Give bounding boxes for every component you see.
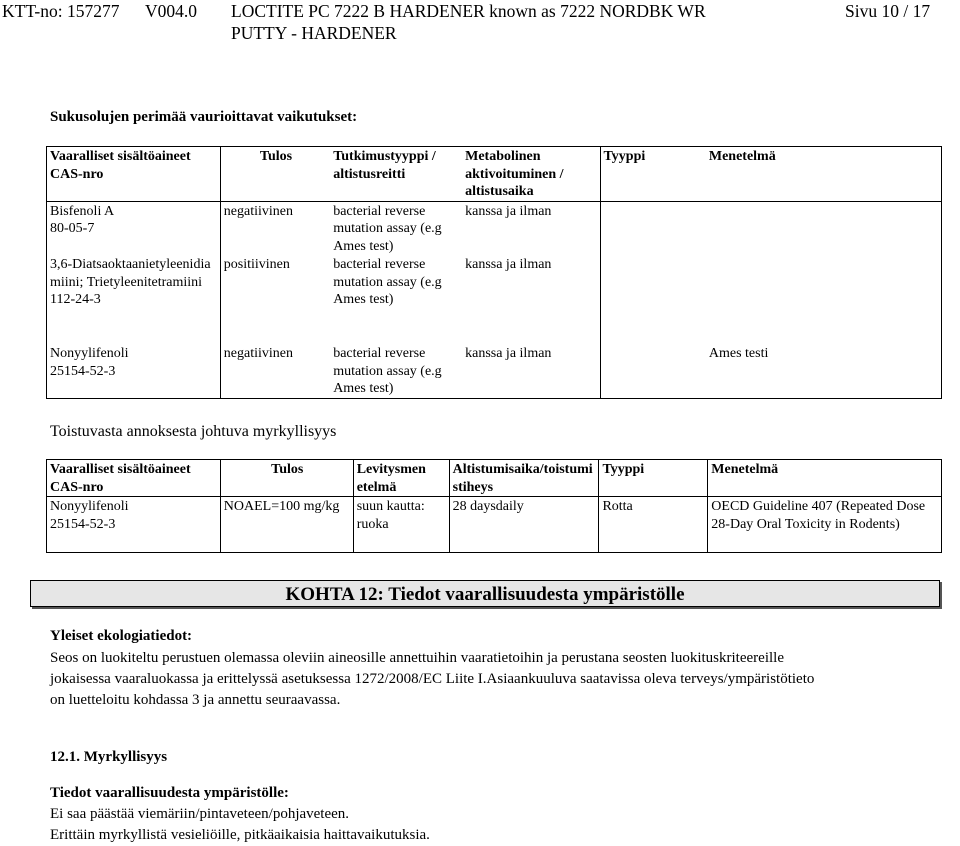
ktt-number: KTT-no: 157277 bbox=[2, 1, 120, 21]
page-number: Sivu 10 / 17 bbox=[845, 1, 931, 21]
cell-substance bbox=[47, 497, 221, 553]
substance-name: Nonyylifenoli bbox=[50, 499, 129, 514]
cas-number: 80-05-7 bbox=[50, 221, 95, 236]
col-header-result: Tulos bbox=[220, 147, 330, 202]
col-header-study: Tutkimustyyppi / altistusreitti bbox=[330, 147, 462, 202]
table-header-row bbox=[47, 460, 942, 497]
cell-method: OECD Guideline 407 (Repeated Dose 28-Day Oral Toxicity in Rodents) bbox=[711, 499, 926, 532]
cell-metabolic: kanssa ja ilman bbox=[462, 255, 600, 344]
col-header-method: Menetelmä bbox=[706, 147, 942, 202]
col-header-substance bbox=[47, 460, 221, 497]
header-cas: CAS-nro bbox=[50, 166, 104, 182]
genotoxicity-table bbox=[46, 146, 942, 399]
cas-number: 25154-52-3 bbox=[50, 516, 116, 532]
header-cas: CAS-nro bbox=[50, 479, 104, 495]
hazard-text-line: Erittäin myrkyllistä vesieliöille, pitkäaikaisia haittavaikutuksia. bbox=[50, 827, 430, 843]
general-ecology-text bbox=[50, 648, 950, 711]
table-header-row bbox=[47, 147, 942, 202]
repeated-dose-table bbox=[46, 459, 942, 553]
col-header-method: Menetelmä bbox=[708, 460, 942, 497]
hazard-text-line: Ei saa päästää viemäriin/pintaveteen/pohjaveteen. bbox=[50, 806, 350, 822]
table-row bbox=[47, 201, 942, 255]
environment-hazard-title: Tiedot vaarallisuudesta ympäristölle: bbox=[50, 785, 289, 801]
cell-route: suun kautta: ruoka bbox=[353, 497, 449, 553]
cell-result: positiivinen bbox=[223, 257, 290, 272]
substance-name: Nonyylifenoli bbox=[50, 346, 129, 361]
product-name-line2: PUTTY - HARDENER bbox=[231, 23, 397, 43]
col-header-metabolic: Metabolinen aktivoituminen / altistusaika bbox=[462, 147, 600, 202]
general-text-line: Seos on luokiteltu perustuen olemassa oleviin aineosille annettuihin vaaratietoihin ja perustana seosten luokituskriteereille bbox=[50, 650, 784, 666]
general-ecology-title: Yleiset ekologiatiedot: bbox=[50, 628, 193, 644]
cell-result: negatiivinen bbox=[223, 346, 293, 361]
cell-metabolic: kanssa ja ilman bbox=[462, 344, 600, 398]
repeated-dose-title: Toistuvasta annoksesta johtuva myrkyllisyys bbox=[50, 423, 337, 440]
cell-method: Ames testi bbox=[708, 346, 769, 361]
cell-substance bbox=[47, 344, 221, 398]
cell-metabolic: kanssa ja ilman bbox=[462, 201, 600, 255]
genotoxicity-title: Sukusolujen perimää vaurioittavat vaikutukset: bbox=[50, 109, 358, 125]
col-header-substance bbox=[47, 147, 221, 202]
general-text-line: on luetteloitu kohdassa 3 ja annettu seuraavassa. bbox=[50, 692, 341, 708]
header-substance: Vaaralliset sisältöaineet bbox=[50, 462, 191, 477]
cell-result: negatiivinen bbox=[223, 203, 293, 219]
col-header-route: Levitysmen etelmä bbox=[353, 460, 449, 497]
col-header-exposure: Altistumisaika/toistumistiheys bbox=[449, 460, 599, 497]
header-substance: Vaaralliset sisältöaineet bbox=[50, 149, 191, 164]
cell-method bbox=[706, 255, 942, 344]
cell-substance bbox=[47, 255, 221, 344]
table-row bbox=[47, 497, 942, 553]
cell-type: Rotta bbox=[599, 497, 708, 553]
section-12-banner: KOHTA 12: Tiedot vaarallisuudesta ympäristölle bbox=[30, 580, 940, 607]
cell-study: bacterial reverse mutation assay (e.g Ames test) bbox=[333, 346, 442, 396]
substance-name: 3,6-Diatsaoktaanietyleenidiamiini; Trietyleenitetramiini bbox=[50, 257, 211, 290]
col-header-type: Tyyppi bbox=[599, 460, 708, 497]
col-header-type: Tyyppi bbox=[600, 147, 706, 202]
table-row bbox=[47, 255, 942, 344]
environment-hazard-text bbox=[50, 804, 950, 846]
substance-name: Bisfenoli A bbox=[50, 203, 115, 219]
toxicity-subsection-title: 12.1. Myrkyllisyys bbox=[50, 749, 168, 765]
cell-type bbox=[600, 255, 706, 344]
cell-substance bbox=[47, 201, 221, 255]
col-header-result: Tulos bbox=[220, 460, 353, 497]
cas-number: 112-24-3 bbox=[50, 292, 101, 307]
cell-exposure: 28 daysdaily bbox=[449, 497, 599, 553]
product-name-line1: LOCTITE PC 7222 B HARDENER known as 7222 NORDBK WR bbox=[231, 1, 706, 21]
cell-study: bacterial reverse mutation assay (e.g Ames test) bbox=[333, 257, 442, 307]
cell-study: bacterial reverse mutation assay (e.g Ames test) bbox=[333, 203, 442, 254]
cell-result: NOAEL=100 mg/kg bbox=[220, 497, 353, 553]
cell-type bbox=[600, 201, 706, 255]
cell-type bbox=[600, 344, 706, 398]
version: V004.0 bbox=[145, 1, 198, 21]
cell-method bbox=[706, 201, 942, 255]
table-row bbox=[47, 344, 942, 398]
cas-number: 25154-52-3 bbox=[50, 363, 116, 379]
general-text-line: jokaisessa vaaraluokassa ja erittelyssä asetuksessa 1272/2008/EC Liite I.Asiaankuuluva saatavissa oleva terveys/ympäristötieto bbox=[50, 671, 815, 687]
